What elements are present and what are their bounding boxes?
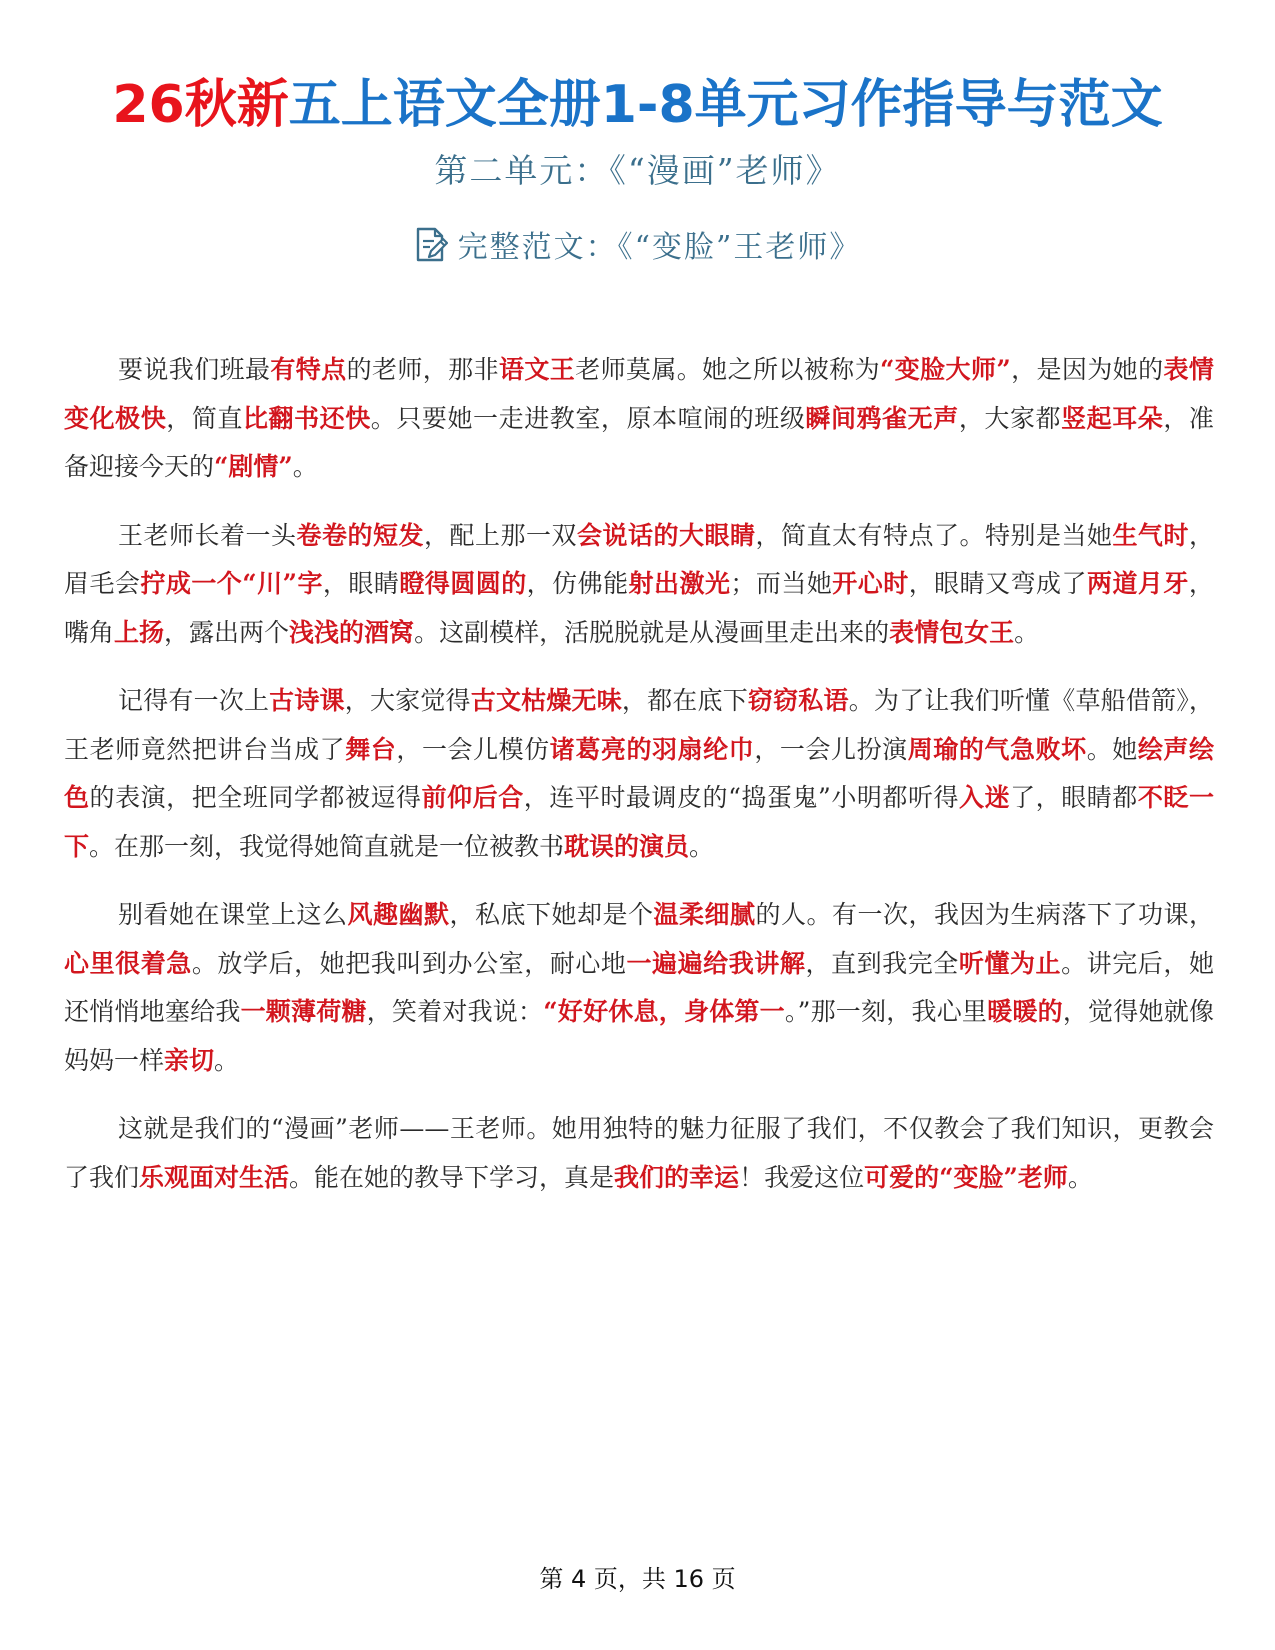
text-run: 。放学后，她把我叫到办公室，耐心地	[191, 948, 627, 978]
essay-title-row	[0, 226, 1275, 270]
text-run: 。讲完后，她还悄悄地塞给我	[64, 948, 1214, 1026]
text-run: 。”那一刻，我心里	[784, 997, 988, 1026]
text-run: 的人。有一次，我因为生病落下了功课，	[755, 900, 1214, 929]
text-run: ，私底下她却是个	[449, 900, 654, 929]
text-run: ，大家都	[958, 403, 1062, 433]
text-run: 。	[1014, 617, 1040, 647]
page-title-red-part: 26秋新	[112, 75, 289, 135]
unit-title: 第二单元：《“漫画”老师》	[434, 151, 841, 190]
text-run: ！我爱这位	[739, 1162, 865, 1192]
text-run: ，眼睛又弯成了	[908, 569, 1087, 598]
text-run: ，直到我完全	[805, 948, 959, 978]
highlighted-phrase: 表情变化极快	[64, 355, 1214, 433]
highlighted-phrase: 表情包女王	[889, 617, 1015, 647]
highlighted-phrase: 绘声绘色	[64, 734, 1214, 812]
highlighted-phrase: “剧情”	[214, 452, 293, 481]
essay-paragraph	[64, 891, 1214, 1085]
text-run: 。	[292, 452, 318, 481]
page-number: 第 4 页，共 16 页	[539, 1565, 736, 1593]
highlighted-phrase: 浅浅的酒窝	[289, 617, 415, 647]
text-run: 。她	[1086, 734, 1138, 764]
highlighted-phrase: 暖暖的	[987, 997, 1063, 1026]
text-run: 要说我们班最	[118, 355, 271, 384]
highlighted-phrase: 听懂为止	[958, 948, 1062, 978]
essay-paragraph	[64, 512, 1214, 658]
text-run: 别看她在课堂上这么	[118, 900, 348, 929]
essay-title-text: 完整范文：《“变脸”王老师》	[457, 230, 862, 265]
text-run: 的老师，那非	[346, 355, 499, 384]
highlighted-phrase: 瞪得圆圆的	[399, 569, 527, 598]
text-run: ，大家觉得	[344, 686, 471, 715]
text-run: ，都在底下	[621, 686, 748, 715]
highlighted-phrase: 拧成一个“川”字	[140, 569, 323, 598]
text-run: ，准备迎接今天的	[64, 403, 1214, 481]
highlighted-phrase: 舞台	[345, 734, 397, 764]
highlighted-phrase: 周瑜的气急败坏	[907, 734, 1087, 764]
highlighted-phrase: 生气时	[1112, 520, 1189, 550]
highlighted-phrase: 我们的幸运	[614, 1162, 740, 1192]
highlighted-phrase: 会说话的大眼睛	[576, 520, 756, 550]
text-run: 老师莫属。她之所以被称为	[575, 355, 880, 384]
page-title-blue-part: 五上语文全册1-8单元习作指导与范文	[288, 75, 1163, 135]
text-run: 了，眼睛都	[1010, 783, 1138, 812]
highlighted-phrase: 窃窃私语	[747, 686, 849, 715]
text-run: ，是因为她的	[1010, 355, 1164, 384]
page-title	[0, 70, 1275, 140]
highlighted-phrase: 古诗课	[269, 686, 345, 715]
essay-paragraph	[64, 1105, 1214, 1202]
text-run: 记得有一次上	[118, 686, 270, 715]
text-run: 。	[689, 831, 715, 861]
highlighted-phrase: 入迷	[959, 783, 1011, 812]
text-run: 。只要她一走进教室，原本喧闹的班级	[370, 403, 806, 433]
text-run: 的表演，把全班同学都被逗得	[89, 783, 422, 812]
text-run: ，连平时最调皮的“捣蛋鬼”小明都听得	[523, 783, 960, 812]
text-run: ，简直	[166, 403, 243, 433]
text-run: ，觉得她就像妈妈一样	[64, 997, 1214, 1075]
highlighted-phrase: 瞬间鸦雀无声	[805, 403, 959, 433]
text-run: ，露出两个	[164, 617, 290, 647]
highlighted-phrase: 有特点	[270, 355, 347, 384]
essay-body	[64, 346, 1214, 1222]
text-run: ，嘴角	[64, 569, 1214, 647]
text-run: ，一会儿扮演	[754, 734, 908, 764]
highlighted-phrase: 语文王	[498, 355, 576, 384]
text-run: 。	[1067, 1162, 1093, 1192]
highlighted-phrase: 卷卷的短发	[296, 520, 424, 550]
text-run: 这就是我们的“漫画”老师——王老师。她用独特的魅力征服了我们，不仅教会了我们知识，更教会了我们	[64, 1114, 1214, 1192]
text-run: 王老师长着一头	[118, 520, 297, 550]
highlighted-phrase: 乐观面对生活	[139, 1162, 290, 1192]
highlighted-phrase: 风趣幽默	[347, 900, 450, 929]
text-run: ，配上那一双	[423, 520, 577, 550]
text-run: 。这副模样，活脱脱就是从漫画里走出来的	[414, 617, 890, 647]
highlighted-phrase: 不眨一下	[64, 783, 1214, 861]
highlighted-phrase: 前仰后合	[421, 783, 524, 812]
highlighted-phrase: 竖起耳朵	[1061, 403, 1164, 433]
highlighted-phrase: 诸葛亮的羽扇纶巾	[549, 734, 755, 764]
highlighted-phrase: “变脸大师”	[879, 355, 1011, 384]
text-run: ，一会儿模仿	[396, 734, 550, 764]
text-run: 。能在她的教导下学习，真是	[289, 1162, 615, 1192]
highlighted-phrase: “好好休息，身体第一	[543, 997, 785, 1026]
text-run: ，眼睛	[322, 569, 400, 598]
document-edit-icon	[414, 227, 448, 263]
highlighted-phrase: 比翻书还快	[242, 403, 371, 433]
highlighted-phrase: 亲切	[164, 1045, 215, 1075]
highlighted-phrase: 可爱的“变脸”老师	[864, 1162, 1068, 1192]
highlighted-phrase: 一遍遍给我讲解	[626, 948, 806, 978]
text-run: ，简直太有特点了。特别是当她	[755, 520, 1113, 550]
text-run: 。在那一刻，我觉得她简直就是一位被教书	[89, 831, 565, 861]
text-run: ，笑着对我说：	[366, 997, 544, 1026]
text-run: ；而当她	[730, 569, 833, 598]
text-run: ，仿佛能	[526, 569, 629, 598]
highlighted-phrase: 古文枯燥无味	[470, 686, 622, 715]
highlighted-phrase: 开心时	[832, 569, 909, 598]
highlighted-phrase: 上扬	[114, 617, 165, 647]
text-run: 。	[214, 1045, 240, 1075]
text-run: ，眉毛会	[64, 520, 1214, 598]
highlighted-phrase: 心里很着急	[64, 948, 192, 978]
essay-paragraph	[64, 677, 1214, 871]
highlighted-phrase: 射出激光	[628, 569, 731, 598]
highlighted-phrase: 温柔细腻	[653, 900, 756, 929]
essay-paragraph	[64, 346, 1214, 492]
highlighted-phrase: 耽误的演员	[564, 831, 690, 861]
highlighted-phrase: 一颗薄荷糖	[240, 997, 367, 1026]
highlighted-phrase: 两道月牙	[1086, 569, 1189, 598]
text-run: 。为了让我们听懂《草船借箭》，王老师竟然把讲台当成了	[64, 686, 1214, 764]
